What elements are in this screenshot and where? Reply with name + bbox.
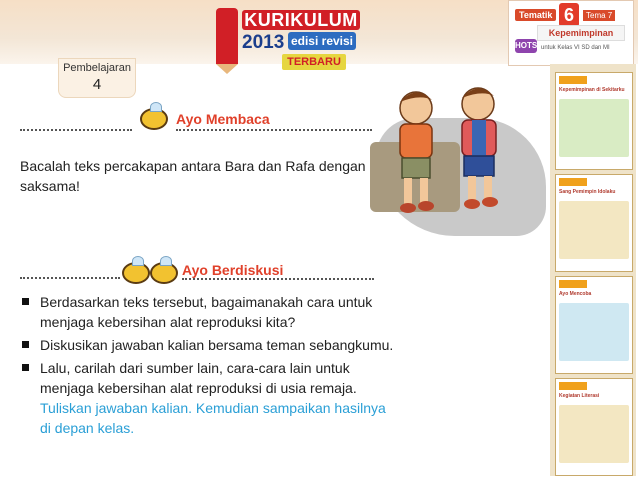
divider-discussion-right [182, 278, 374, 280]
lesson-number: 4 [92, 76, 102, 93]
cover-title: Kepemimpinan [537, 25, 625, 41]
thumb-title: Kepemimpinan di Sekitarku [559, 87, 625, 93]
hots-badge: HOTS [515, 39, 537, 53]
boys-illustration [370, 82, 546, 252]
divider-reading-right [176, 129, 372, 131]
bee-icon-left [122, 262, 150, 284]
pencil-icon [216, 8, 238, 64]
cover-tematik-label: Tematik [515, 9, 556, 21]
boy-left [400, 92, 434, 213]
thumbnail-page [555, 378, 633, 476]
thumb-picture [559, 201, 629, 259]
cover-tema-label: Tema 7 [583, 10, 615, 21]
thumb-title: Sang Pemimpin Idolaku [559, 189, 616, 195]
thumb-header [559, 76, 587, 84]
logo-edition: edisi revisi [288, 32, 356, 50]
list-item: Berdasarkan teks tersebut, bagaimanakah cara untuk menjaga kebersihan alat reproduksi kita? [20, 292, 400, 332]
logo-title: KURIKULUM [242, 10, 360, 30]
logo-tag: TERBARU [282, 54, 346, 70]
thumb-header [559, 382, 587, 390]
thumb-header [559, 280, 587, 288]
thumbnail-page [555, 174, 633, 272]
thumb-header [559, 178, 587, 186]
divider-discussion [20, 277, 120, 279]
bee-icon [140, 108, 168, 130]
thumb-title: Kegiatan Literasi [559, 393, 600, 399]
section-title-reading: Ayo Membaca [176, 111, 270, 127]
boys-figures [370, 82, 546, 252]
bee-icon-right [150, 262, 178, 284]
thumbnail-page [555, 276, 633, 374]
thumb-picture [559, 99, 629, 157]
thumbnail-page [555, 72, 633, 170]
list-item: Diskusikan jawaban kalian bersama teman sebangkumu. [20, 335, 400, 355]
lesson-label: Pembelajaran [63, 62, 131, 74]
book-cover [508, 0, 634, 66]
kurikulum-logo [212, 4, 360, 72]
lesson-badge [58, 58, 136, 98]
boy-right [462, 88, 498, 209]
reading-instruction: Bacalah teks percakapan antara Bara dan Rafa dengan saksama! [20, 158, 366, 194]
discussion-list [20, 292, 400, 441]
divider-reading [20, 129, 132, 131]
cover-subtitle: untuk Kelas VI SD dan MI [541, 45, 610, 51]
thumb-title: Ayo Mencoba [559, 291, 592, 297]
thumb-picture [559, 405, 629, 463]
page-thumbnails [550, 64, 636, 476]
list-item-text: Lalu, carilah dari sumber lain, cara-cara lain untuk menjaga kebersihan alat reproduksi di usia remaja. [40, 360, 357, 396]
list-item [20, 358, 400, 438]
section-title-discussion: Ayo Berdiskusi [182, 262, 284, 278]
highlight-text: Tuliskan jawaban kalian. Kemudian sampaikan hasilnya di depan kelas. [40, 400, 386, 436]
logo-year: 2013 [242, 32, 285, 53]
thumb-picture [559, 303, 629, 361]
cover-tematik-number: 6 [559, 3, 579, 27]
